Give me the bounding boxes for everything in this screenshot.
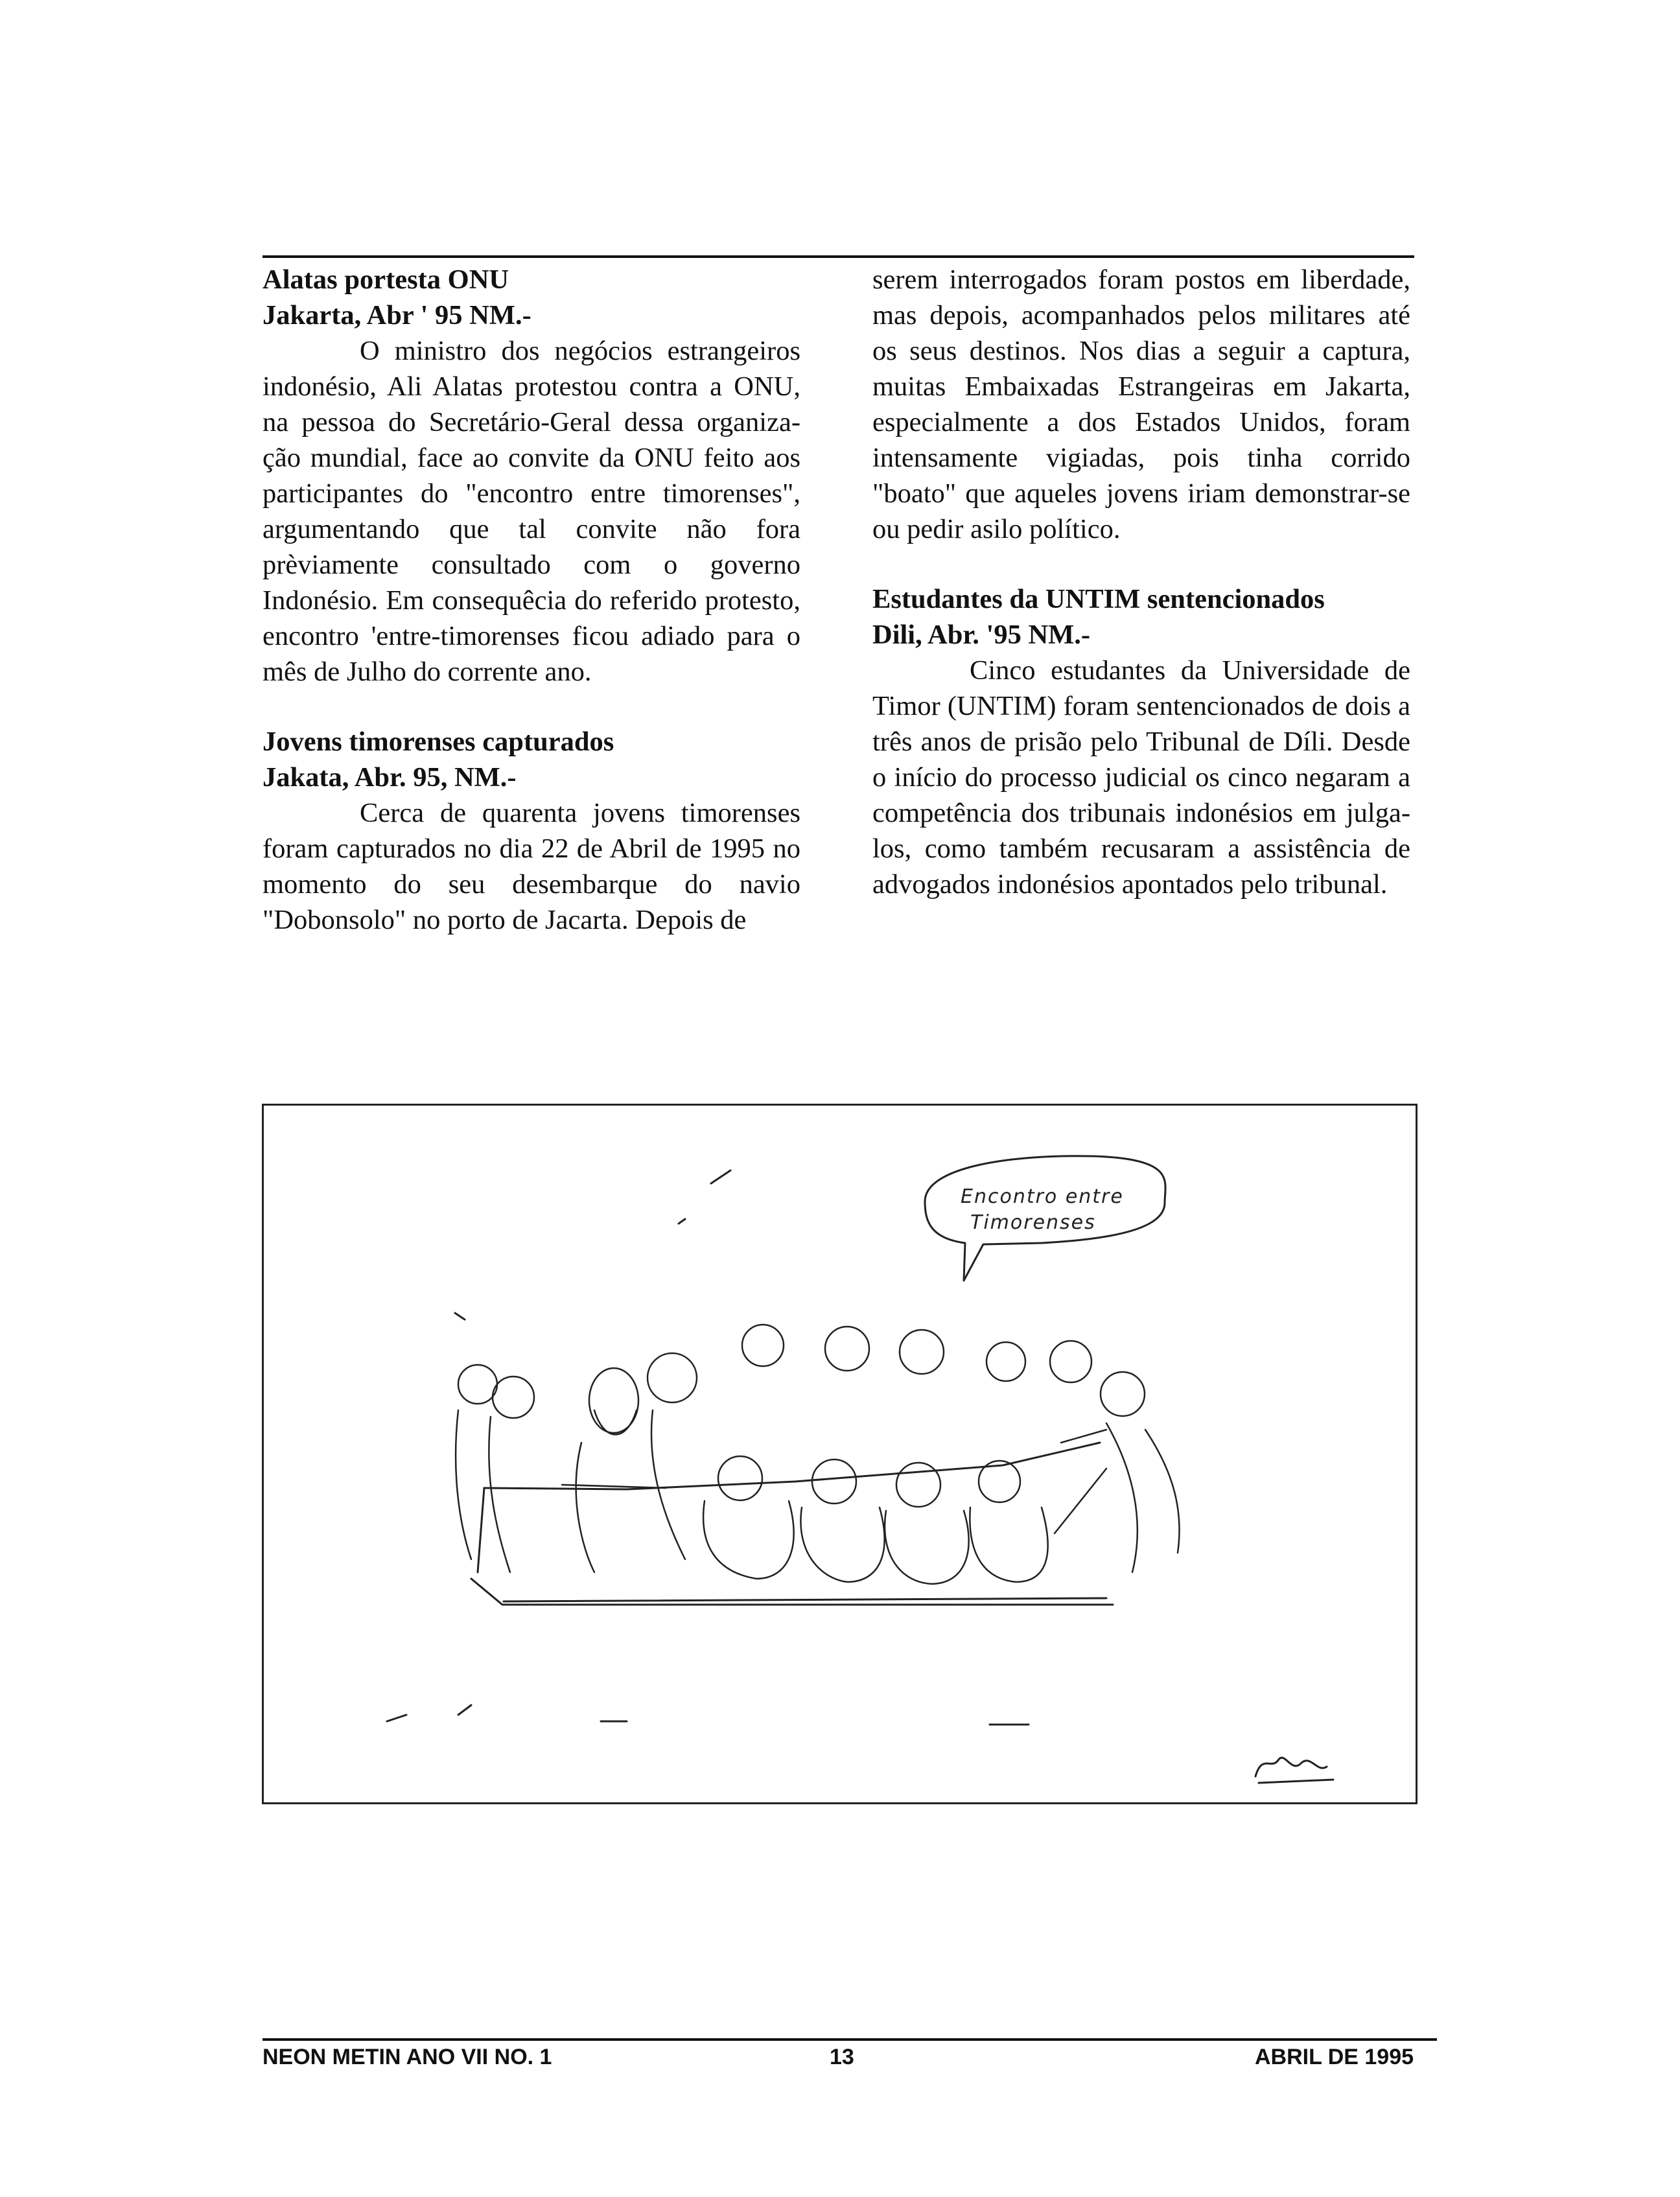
article-body: O ministro dos negócios estrangeiros indonésio, Ali Alatas protestou contra a ONU, na pessoa do Secretário-Geral dessa organiza-ção mundial, face ao convite da ONU feito aos participantes do "encontro entre timorenses", argumentando que tal convite não fora prèviamente consultado com o governo Indonésio. Em consequêcia do referido protesto, encontro 'entre-timorenses ficou adiado para o mês de Julho do corrente ano. <box>262 336 800 687</box>
article-headline: Estudantes da UNTIM sentencionados <box>872 584 1325 614</box>
article-headline: Jovens timorenses capturados <box>262 727 614 757</box>
bubble-line-2: Timorenses <box>970 1211 1096 1234</box>
article-dateline: Jakarta, Abr ' 95 NM.- <box>262 300 531 331</box>
footer-rule <box>262 2038 1437 2041</box>
article-alatas <box>262 262 800 690</box>
top-rule <box>262 255 1414 258</box>
signature-scribble <box>1255 1758 1333 1783</box>
article-continuation: serem interrogados foram postos em liberdade, mas depois, acompanhados pelos militares até os seus destinos. Nos dias a seguir a captura, muitas Embaixadas Estrangeiras em Jakarta, especialmente a dos Estados Unidos, foram intensamente vigiadas, pois tinha corrido "boato" que aqueles jovens iriam demonstrar-se ou pedir asilo político. <box>872 264 1410 544</box>
article-headline: Alatas portesta ONU <box>262 264 509 295</box>
cartoon-illustration <box>262 1104 1418 1804</box>
footer-page-number: 13 <box>830 2045 854 2069</box>
right-column <box>872 262 1410 902</box>
article-estudantes <box>872 581 1410 902</box>
left-column <box>262 262 800 938</box>
article-dateline: Dili, Abr. '95 NM.- <box>872 620 1091 650</box>
people-group <box>456 1325 1179 1584</box>
footer-date: ABRIL DE 1995 <box>1255 2045 1414 2069</box>
article-jovens <box>262 724 800 938</box>
article-body: Cinco estudantes da Universidade de Timor (UNTIM) foram sentencionados de dois a três anos de prisão pelo Tribunal de Díli. Desde o início do processo judicial os cinco negaram a competência dos tribunais indonésios em julga-los, como também recusaram a assistência de advogados indonésios apontados pelo tribunal. <box>872 655 1410 900</box>
article-dateline: Jakata, Abr. 95, NM.- <box>262 762 517 793</box>
footer-publication: NEON METIN ANO VII NO. 1 <box>262 2045 552 2069</box>
article-body: Cerca de quarenta jovens timorenses foram capturados no dia 22 de Abril de 1995 no momento do seu desembarque do navio "Dobonsolo" no porto de Jacarta. Depois de <box>262 798 800 935</box>
bubble-line-1: Encontro entre <box>961 1185 1124 1208</box>
